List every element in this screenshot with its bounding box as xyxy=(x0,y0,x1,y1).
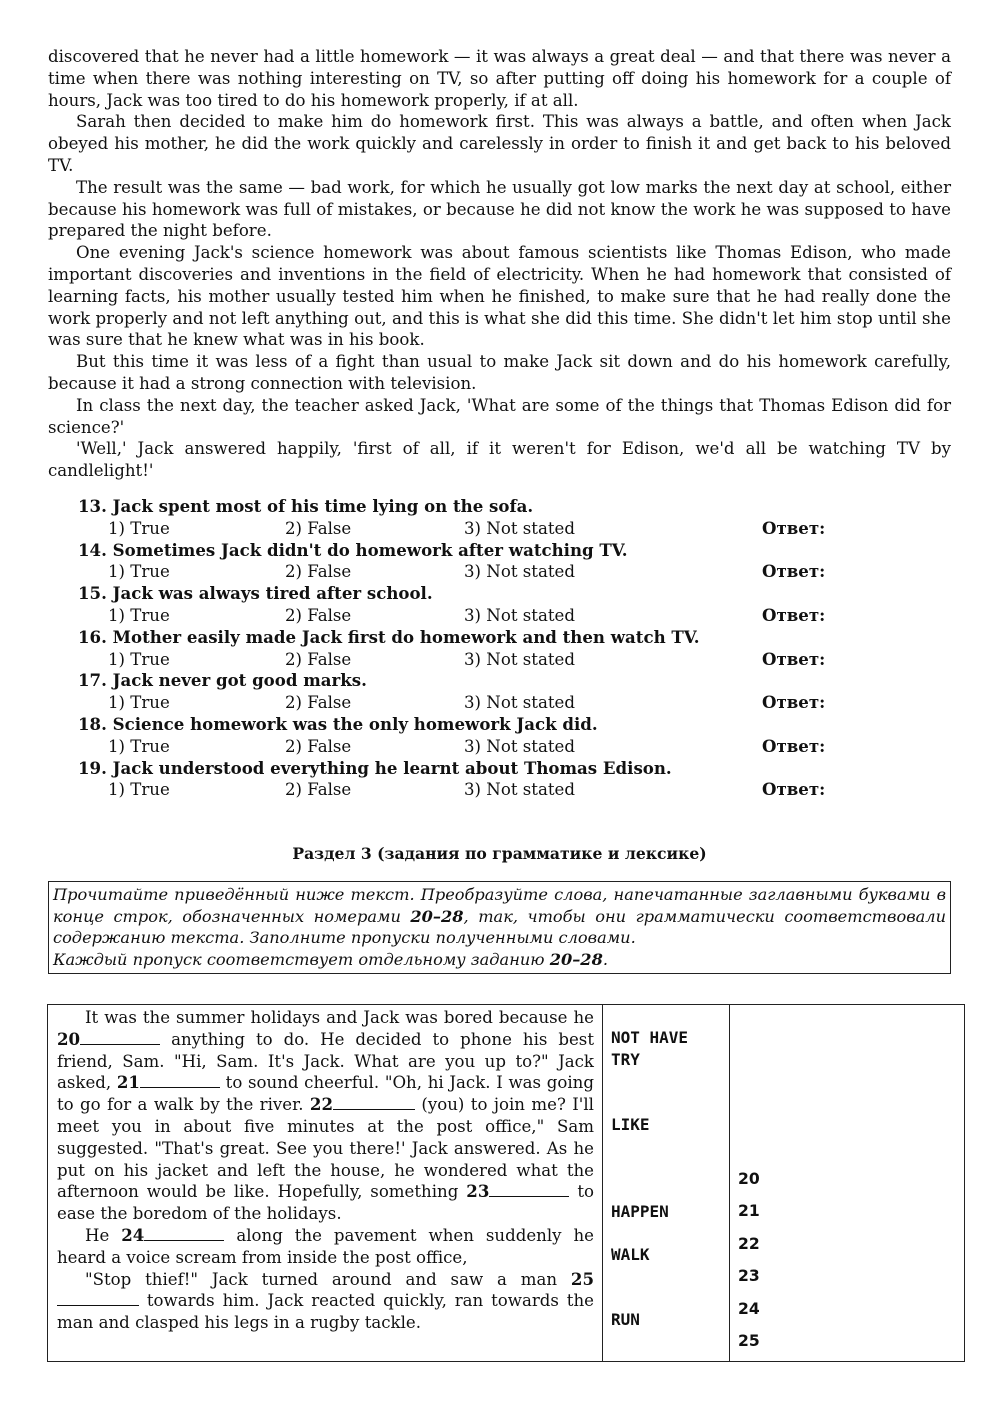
answer-label: Ответ: xyxy=(762,561,826,582)
task-text: He xyxy=(85,1225,110,1245)
answer-number[interactable]: 23 xyxy=(738,1267,760,1285)
base-word: HAPPEN xyxy=(611,1202,669,1221)
instruction-text: , так, чтобы они грамматически соответствовали содержанию текста. Заполните пропуски полученными словами. xyxy=(53,906,946,948)
answer-label: Ответ: xyxy=(762,735,826,756)
option-not-stated[interactable]: 3) Not stated xyxy=(464,736,575,756)
question-text: 16. Mother easily made Jack first do homework and then watch TV. xyxy=(78,626,700,647)
answer-label: Ответ: xyxy=(762,779,826,800)
gap-20-blank[interactable] xyxy=(80,1030,160,1045)
option-not-stated[interactable]: 3) Not stated xyxy=(464,518,575,538)
task-text: anything to do. He decided to phone his best friend, Sam. "Hi, Sam. It's Jack. What are you up to?" Jack asked, xyxy=(57,1029,594,1093)
question-15 xyxy=(78,583,951,627)
option-true[interactable]: 1) True xyxy=(108,649,170,669)
question-text: 17. Jack never got good marks. xyxy=(78,670,367,691)
option-false[interactable]: 2) False xyxy=(285,562,352,582)
gap-23-blank[interactable] xyxy=(489,1182,569,1197)
question-16 xyxy=(78,627,951,671)
option-not-stated[interactable]: 3) Not stated xyxy=(464,605,575,625)
gap-21-blank[interactable] xyxy=(140,1073,220,1088)
question-text: 18. Science homework was the only homework Jack did. xyxy=(78,713,598,734)
question-text: 19. Jack understood everything he learnt about Thomas Edison. xyxy=(78,757,672,778)
task-text: "Stop thief!" Jack turned around and saw a man xyxy=(85,1269,558,1289)
option-false[interactable]: 2) False xyxy=(285,736,352,756)
gap-number: 23 xyxy=(466,1181,490,1202)
task-paragraph xyxy=(57,1269,594,1334)
question-list xyxy=(48,496,951,801)
answer-number[interactable]: 21 xyxy=(738,1202,760,1220)
task-paragraph xyxy=(57,1225,594,1269)
instruction-end: . xyxy=(602,949,608,969)
gap-number: 24 xyxy=(121,1224,145,1245)
answer-label: Ответ: xyxy=(762,604,826,625)
question-options xyxy=(78,692,951,714)
option-true[interactable]: 1) True xyxy=(108,736,170,756)
option-true[interactable]: 1) True xyxy=(108,562,170,582)
instruction-range: 20–28 xyxy=(549,949,603,969)
gap-number: 22 xyxy=(309,1094,333,1115)
story-paragraph: In class the next day, the teacher asked Jack, 'What are some of the things that Thomas Edison did for science?' xyxy=(48,395,951,437)
task-text: along the pavement when suddenly he heard a voice scream from inside the post office, xyxy=(57,1225,594,1267)
task-text: to ease the boredom of the holidays. xyxy=(57,1182,595,1224)
option-false[interactable]: 2) False xyxy=(285,518,352,538)
question-text: 15. Jack was always tired after school. xyxy=(78,583,433,604)
option-false[interactable]: 2) False xyxy=(285,605,352,625)
question-options xyxy=(78,605,951,627)
base-word: TRY xyxy=(611,1050,640,1069)
gap-number: 25 xyxy=(570,1268,594,1289)
question-18 xyxy=(78,714,951,758)
section-title: Раздел 3 (задания по грамматике и лексике) xyxy=(292,844,707,864)
answer-label: Ответ: xyxy=(762,692,826,713)
option-true[interactable]: 1) True xyxy=(108,605,170,625)
option-true[interactable]: 1) True xyxy=(108,693,170,713)
option-not-stated[interactable]: 3) Not stated xyxy=(464,780,575,800)
gap-24-blank[interactable] xyxy=(144,1226,224,1241)
option-true[interactable]: 1) True xyxy=(108,780,170,800)
question-options xyxy=(78,649,951,671)
question-options xyxy=(78,518,951,540)
option-true[interactable]: 1) True xyxy=(108,518,170,538)
story-paragraph: discovered that he never had a little homework — it was always a great deal — and that there was never a time when there was nothing interesting on TV, so after putting off doing his homework for a couple of hours, Jack was too tired to do his homework properly, if at all. xyxy=(48,47,951,110)
grammar-task-table xyxy=(47,1004,965,1362)
answer-number[interactable]: 25 xyxy=(738,1332,760,1350)
base-word: LIKE xyxy=(611,1115,650,1134)
task-text-cell xyxy=(48,1005,603,1362)
question-13 xyxy=(78,496,951,540)
gap-22-blank[interactable] xyxy=(333,1095,415,1110)
story-paragraph: One evening Jack's science homework was about famous scientists like Thomas Edison, who made important discoveries and inventions in the field of electricity. When he had homework that consisted of learning facts, his mother usually tested him when he finished, to make sure that he had really done the work properly and not left anything out, and this is what she did this time. She didn't let him stop until she was sure that he knew what was in his book. xyxy=(48,243,951,350)
task-text: to sound cheerful. "Oh, hi Jack. I was going to go for a walk by the river. xyxy=(57,1073,594,1115)
instruction-box xyxy=(48,881,951,974)
instruction-range: 20–28 xyxy=(410,906,464,926)
instruction-text: Каждый пропуск соответствует отдельному заданию xyxy=(53,949,545,969)
task-text: (you) to join me? I'll meet you in about five minutes at the post office," Sam suggested. "That's great. See you there!' Jack answered. As he put on his jacket and left the house, he wondered what the afternoon would be like. Hopefully, something xyxy=(57,1095,594,1202)
answer-number[interactable]: 20 xyxy=(738,1170,760,1188)
worksheet-page xyxy=(48,46,951,974)
gap-number: 20 xyxy=(57,1028,81,1049)
answer-numbers-column xyxy=(730,1005,965,1362)
answer-label: Ответ: xyxy=(762,517,826,538)
story-paragraph: 'Well,' Jack answered happily, 'first of all, if it weren't for Edison, we'd all be watching TV by candlelight!' xyxy=(48,439,951,481)
question-options xyxy=(78,779,951,801)
gap-25-blank[interactable] xyxy=(57,1291,139,1306)
story-paragraph: But this time it was less of a fight than usual to make Jack sit down and do his homework carefully, because it had a strong connection with television. xyxy=(48,352,951,393)
base-words-column xyxy=(603,1005,730,1362)
question-text: 14. Sometimes Jack didn't do homework after watching TV. xyxy=(78,539,628,560)
question-19 xyxy=(78,758,951,802)
question-14 xyxy=(78,540,951,584)
option-not-stated[interactable]: 3) Not stated xyxy=(464,693,575,713)
story-paragraph: Sarah then decided to make him do homework first. This was always a battle, and often when Jack obeyed his mother, he did the work quickly and carelessly in order to finish it and get back to his beloved TV. xyxy=(48,112,951,175)
answer-number[interactable]: 24 xyxy=(738,1300,760,1318)
question-text: 13. Jack spent most of his time lying on the sofa. xyxy=(78,495,534,516)
question-17 xyxy=(78,670,951,714)
option-false[interactable]: 2) False xyxy=(285,693,352,713)
base-word: WALK xyxy=(611,1245,650,1264)
base-word: NOT HAVE xyxy=(611,1028,689,1047)
question-options xyxy=(78,561,951,583)
task-paragraph xyxy=(57,1007,594,1225)
task-text: It was the summer holidays and Jack was bored because he xyxy=(85,1008,594,1027)
base-word: RUN xyxy=(611,1310,640,1329)
instruction-text: Прочитайте приведённый ниже текст. Преобразуйте слова, напечатанные заглавными буквами в конце строк, обозначенных номерами xyxy=(53,885,946,926)
option-not-stated[interactable]: 3) Not stated xyxy=(464,649,575,669)
option-false[interactable]: 2) False xyxy=(285,649,352,669)
question-options xyxy=(78,736,951,758)
option-false[interactable]: 2) False xyxy=(285,780,352,800)
answer-number[interactable]: 22 xyxy=(738,1235,760,1253)
gap-number: 21 xyxy=(116,1072,140,1093)
option-not-stated[interactable]: 3) Not stated xyxy=(464,562,575,582)
task-text: towards him. Jack reacted quickly, ran towards the man and clasped his legs in a rugby tackle. xyxy=(57,1291,594,1333)
answer-label: Ответ: xyxy=(762,648,826,669)
story-paragraph: The result was the same — bad work, for which he usually got low marks the next day at school, either because his homework was full of mistakes, or because he did not know the work he was supposed to have prepared the night before. xyxy=(48,177,951,241)
